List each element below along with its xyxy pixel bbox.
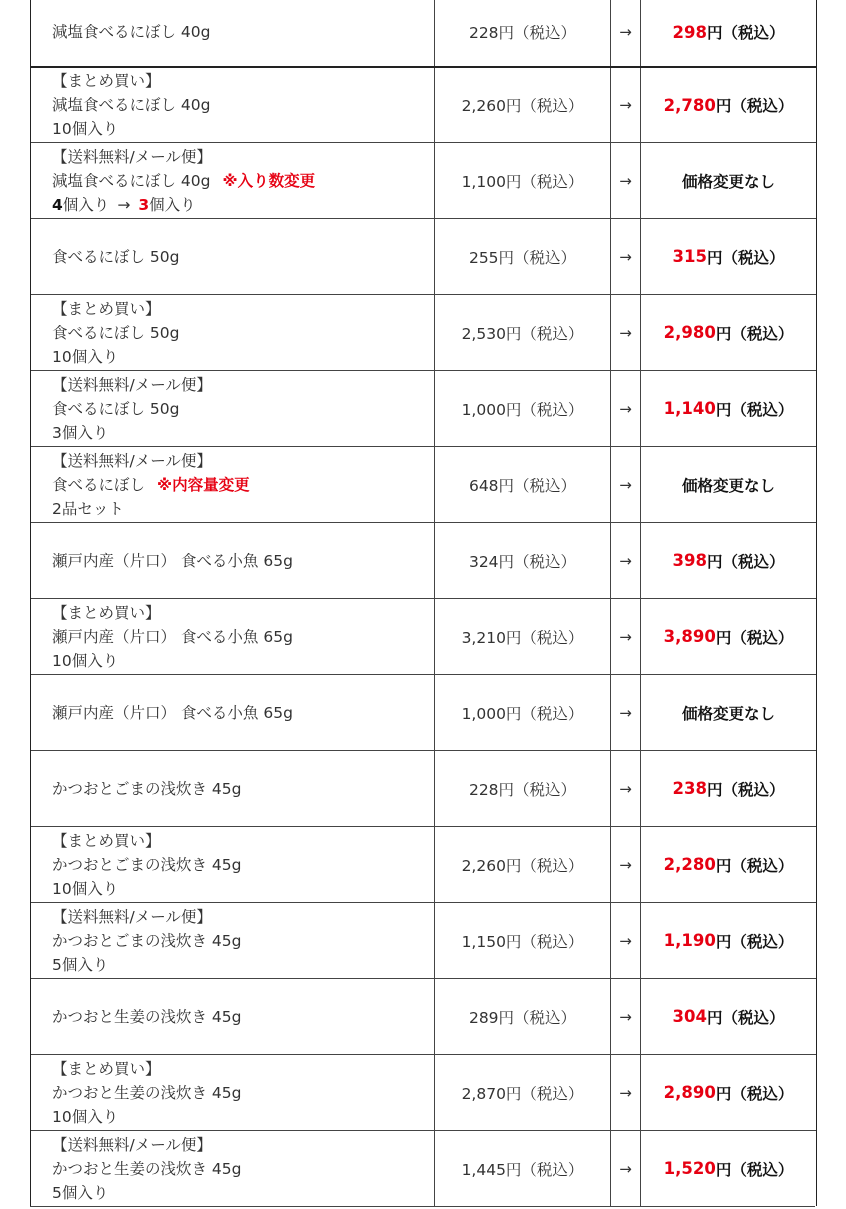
product-name-text: 【送料無料/メール便】 bbox=[52, 147, 212, 166]
new-price-unit: 円（税込） bbox=[706, 552, 785, 571]
arrow-icon: → bbox=[610, 143, 640, 218]
old-price: 1,100円（税込） bbox=[434, 143, 610, 218]
new-price-number: 3,890 bbox=[663, 627, 716, 646]
no-price-change-label: 価格変更なし bbox=[681, 172, 775, 191]
product-name-cell bbox=[31, 295, 434, 370]
product-name-text: 【まとめ買い】 bbox=[52, 299, 161, 318]
product-name-line bbox=[52, 321, 180, 345]
product-name-line bbox=[52, 701, 293, 725]
product-name-text: 5個入り bbox=[52, 955, 109, 974]
product-name-line bbox=[52, 929, 242, 953]
product-name-text: 2品セット bbox=[52, 499, 124, 518]
arrow-icon: → bbox=[610, 371, 640, 446]
new-price bbox=[640, 599, 816, 674]
new-price bbox=[640, 1055, 816, 1130]
product-name-line bbox=[52, 421, 212, 445]
old-price: 324円（税込） bbox=[434, 523, 610, 598]
product-name-line bbox=[52, 953, 242, 977]
product-name-cell bbox=[31, 751, 434, 826]
product-name-text: かつおとごまの浅炊き 45g bbox=[52, 855, 242, 874]
new-price-unit: 円（税込） bbox=[715, 628, 794, 647]
product-name-text: 5個入り bbox=[52, 1183, 109, 1202]
product-name-text: 【まとめ買い】 bbox=[52, 72, 161, 90]
product-name-text: 【まとめ買い】 bbox=[52, 603, 161, 622]
qty-to-unit: 個入り bbox=[149, 195, 196, 214]
table-bottom-border bbox=[30, 1206, 815, 1207]
new-price bbox=[640, 143, 816, 218]
product-name-line bbox=[52, 497, 250, 521]
arrow-icon: → bbox=[610, 295, 640, 370]
product-name-line bbox=[52, 905, 242, 929]
product-name-line bbox=[52, 1081, 242, 1105]
new-price-number: 1,520 bbox=[663, 1159, 716, 1178]
product-name-text: 10個入り bbox=[52, 651, 119, 670]
new-price bbox=[640, 979, 816, 1054]
new-price-unit: 円（税込） bbox=[715, 400, 794, 419]
product-name-text: 3個入り bbox=[52, 423, 109, 442]
new-price-number: 315 bbox=[672, 247, 707, 266]
table-row bbox=[31, 750, 816, 826]
table-row bbox=[31, 218, 816, 294]
product-name-line bbox=[52, 877, 242, 901]
product-name-line bbox=[52, 373, 212, 397]
product-name-line bbox=[52, 625, 293, 649]
product-name-line bbox=[52, 649, 293, 673]
new-price bbox=[640, 903, 816, 978]
product-name-line bbox=[52, 853, 242, 877]
old-price: 289円（税込） bbox=[434, 979, 610, 1054]
new-price-unit: 円（税込） bbox=[706, 24, 785, 42]
arrow-icon: → bbox=[610, 219, 640, 294]
old-price: 2,260円（税込） bbox=[434, 827, 610, 902]
product-name-line bbox=[52, 601, 293, 625]
table-row bbox=[31, 142, 816, 218]
table-row bbox=[31, 370, 816, 446]
product-name-text: 10個入り bbox=[52, 1107, 119, 1126]
product-name-line bbox=[52, 829, 242, 853]
arrow-icon: → bbox=[610, 751, 640, 826]
product-name-cell bbox=[31, 903, 434, 978]
arrow-icon: → bbox=[610, 447, 640, 522]
arrow-icon: → bbox=[610, 979, 640, 1054]
product-name-cell bbox=[31, 68, 434, 142]
table-row bbox=[31, 674, 816, 750]
product-name-text: 瀬戸内産（片口） 食べる小魚 65g bbox=[52, 627, 293, 646]
product-name-line bbox=[52, 1157, 242, 1181]
arrow-icon: → bbox=[610, 599, 640, 674]
product-name-cell bbox=[31, 219, 434, 294]
product-name-line bbox=[52, 117, 211, 141]
new-price bbox=[640, 1131, 816, 1206]
new-price-number: 2,980 bbox=[663, 323, 716, 342]
new-price bbox=[640, 751, 816, 826]
new-price-unit: 円（税込） bbox=[715, 1160, 794, 1179]
qty-from-number: 4 bbox=[52, 195, 63, 214]
product-name-line bbox=[52, 397, 212, 421]
product-name-text: 減塩食べるにぼし 40g bbox=[52, 23, 211, 41]
new-price-number: 298 bbox=[672, 22, 707, 42]
product-name-cell bbox=[31, 447, 434, 522]
arrow-icon: → bbox=[610, 827, 640, 902]
product-name-text: 食べるにぼし bbox=[52, 475, 146, 494]
table-row bbox=[31, 66, 816, 142]
new-price-number: 398 bbox=[672, 551, 707, 570]
product-name-line bbox=[52, 297, 180, 321]
product-name-text: 【送料無料/メール便】 bbox=[52, 907, 212, 926]
old-price: 2,530円（税込） bbox=[434, 295, 610, 370]
product-name-cell bbox=[31, 371, 434, 446]
product-name-line bbox=[52, 145, 315, 169]
old-price: 255円（税込） bbox=[434, 219, 610, 294]
product-name-cell bbox=[31, 523, 434, 598]
new-price bbox=[640, 68, 816, 142]
new-price-number: 1,140 bbox=[663, 399, 716, 418]
change-note: ※入り数変更 bbox=[222, 171, 316, 190]
new-price-number: 304 bbox=[672, 1007, 707, 1026]
product-name-line bbox=[52, 1181, 242, 1205]
product-name-text: 【送料無料/メール便】 bbox=[52, 451, 212, 470]
change-note: ※内容量変更 bbox=[157, 475, 250, 494]
product-name-text: 瀬戸内産（片口） 食べる小魚 65g bbox=[52, 703, 293, 722]
arrow-icon: → bbox=[610, 675, 640, 750]
table-row bbox=[31, 1130, 816, 1206]
product-name-line bbox=[52, 345, 180, 369]
arrow-icon: → bbox=[610, 903, 640, 978]
new-price-unit: 円（税込） bbox=[706, 1008, 785, 1027]
new-price-number: 2,780 bbox=[663, 95, 716, 115]
new-price-unit: 円（税込） bbox=[715, 324, 794, 343]
product-name-cell bbox=[31, 143, 434, 218]
new-price bbox=[640, 827, 816, 902]
product-name-text: かつおと生姜の浅炊き 45g bbox=[52, 1159, 242, 1178]
new-price-number: 2,890 bbox=[663, 1083, 716, 1102]
product-name-line bbox=[52, 1005, 242, 1029]
product-name-cell bbox=[31, 675, 434, 750]
new-price bbox=[640, 371, 816, 446]
new-price-number: 1,190 bbox=[663, 931, 716, 950]
table-row bbox=[31, 522, 816, 598]
product-name-text: 減塩食べるにぼし 40g bbox=[52, 171, 211, 190]
table-row bbox=[31, 0, 816, 66]
product-name-line bbox=[52, 193, 315, 217]
product-name-text: 減塩食べるにぼし 40g bbox=[52, 96, 211, 114]
old-price: 228円（税込） bbox=[434, 751, 610, 826]
arrow-icon: → bbox=[610, 0, 640, 66]
product-name-line bbox=[52, 1105, 242, 1129]
qty-to-number: 3 bbox=[138, 195, 150, 214]
product-name-cell bbox=[31, 979, 434, 1054]
product-name-text: 10個入り bbox=[52, 879, 119, 898]
no-price-change-label: 価格変更なし bbox=[681, 704, 775, 723]
new-price-unit: 円（税込） bbox=[715, 856, 794, 875]
product-name-text: かつおと生姜の浅炊き 45g bbox=[52, 1007, 242, 1026]
arrow-icon: → bbox=[610, 1131, 640, 1206]
product-name-text: かつおとごまの浅炊き 45g bbox=[52, 779, 242, 798]
new-price bbox=[640, 675, 816, 750]
table-row bbox=[31, 902, 816, 978]
product-name-line bbox=[52, 245, 180, 269]
product-name-cell bbox=[31, 1131, 434, 1206]
new-price-unit: 円（税込） bbox=[715, 932, 794, 951]
price-change-table bbox=[30, 0, 817, 1206]
qty-from-unit: 個入り bbox=[62, 195, 110, 214]
product-name-line bbox=[52, 449, 250, 473]
old-price: 1,000円（税込） bbox=[434, 675, 610, 750]
new-price bbox=[640, 523, 816, 598]
product-name-line bbox=[52, 93, 211, 117]
old-price: 1,445円（税込） bbox=[434, 1131, 610, 1206]
product-name-cell bbox=[31, 827, 434, 902]
table-row bbox=[31, 826, 816, 902]
new-price-unit: 円（税込） bbox=[715, 1084, 794, 1103]
product-name-cell bbox=[31, 599, 434, 674]
product-name-text: 【まとめ買い】 bbox=[52, 1059, 161, 1078]
product-name-text: 食べるにぼし 50g bbox=[52, 399, 180, 418]
new-price-unit: 円（税込） bbox=[706, 248, 785, 267]
new-price bbox=[640, 219, 816, 294]
new-price-unit: 円（税込） bbox=[715, 97, 794, 115]
new-price-number: 238 bbox=[672, 779, 707, 798]
old-price: 1,000円（税込） bbox=[434, 371, 610, 446]
product-name-text: 食べるにぼし 50g bbox=[52, 323, 180, 342]
old-price: 2,260円（税込） bbox=[434, 68, 610, 142]
product-name-text: 10個入り bbox=[52, 120, 119, 138]
product-name-cell bbox=[31, 0, 434, 66]
product-name-line bbox=[52, 473, 250, 497]
product-name-text: 【送料無料/メール便】 bbox=[52, 375, 212, 394]
table-row bbox=[31, 598, 816, 674]
product-name-text: かつおと生姜の浅炊き 45g bbox=[52, 1083, 242, 1102]
product-name-line bbox=[52, 169, 315, 193]
qty-arrow: → bbox=[117, 195, 131, 214]
new-price bbox=[640, 447, 816, 522]
product-name-line bbox=[52, 1057, 242, 1081]
no-price-change-label: 価格変更なし bbox=[681, 476, 775, 495]
old-price: 648円（税込） bbox=[434, 447, 610, 522]
old-price: 2,870円（税込） bbox=[434, 1055, 610, 1130]
product-name-text: 【送料無料/メール便】 bbox=[52, 1135, 212, 1154]
product-name-text: 瀬戸内産（片口） 食べる小魚 65g bbox=[52, 551, 293, 570]
new-price-number: 2,280 bbox=[663, 855, 716, 874]
new-price bbox=[640, 295, 816, 370]
old-price: 1,150円（税込） bbox=[434, 903, 610, 978]
product-name-line bbox=[52, 777, 242, 801]
product-name-text: 食べるにぼし 50g bbox=[52, 247, 180, 266]
product-name-text: かつおとごまの浅炊き 45g bbox=[52, 931, 242, 950]
table-row bbox=[31, 294, 816, 370]
arrow-icon: → bbox=[610, 1055, 640, 1130]
product-name-line bbox=[52, 69, 211, 93]
product-name-line bbox=[52, 20, 211, 44]
old-price: 3,210円（税込） bbox=[434, 599, 610, 674]
new-price bbox=[640, 0, 816, 66]
table-row bbox=[31, 1054, 816, 1130]
product-name-line bbox=[52, 549, 293, 573]
arrow-icon: → bbox=[610, 523, 640, 598]
new-price-unit: 円（税込） bbox=[706, 780, 785, 799]
table-row bbox=[31, 978, 816, 1054]
product-name-cell bbox=[31, 1055, 434, 1130]
table-row bbox=[31, 446, 816, 522]
product-name-text: 【まとめ買い】 bbox=[52, 831, 161, 850]
old-price: 228円（税込） bbox=[434, 0, 610, 66]
product-name-line bbox=[52, 1133, 242, 1157]
product-name-text: 10個入り bbox=[52, 347, 119, 366]
arrow-icon: → bbox=[610, 68, 640, 142]
